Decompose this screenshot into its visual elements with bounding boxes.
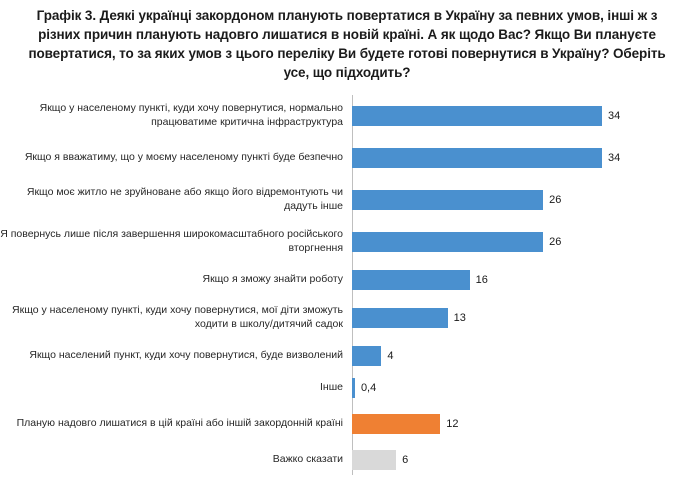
bar-value-label: 6 [402, 453, 409, 466]
bar-track [352, 221, 690, 263]
bar [352, 232, 543, 252]
bar-track [352, 263, 690, 297]
bar-row [0, 445, 690, 475]
bar-row [0, 263, 690, 297]
bar-row [0, 339, 690, 373]
bar-track [352, 95, 690, 137]
category-label: Якщо у населеному пункті, куди хочу повернутися, нормально працюватиме критична інфраструктура [39, 102, 343, 128]
category-label: Якщо я вважатиму, що у моєму населеному пункті буде безпечно [24, 150, 343, 163]
bar-value-label: 34 [608, 109, 621, 122]
bar [352, 414, 440, 434]
bar-track [352, 445, 690, 475]
bar-value-label: 13 [453, 311, 466, 324]
bar [352, 450, 396, 470]
bar-row [0, 373, 690, 403]
bar [352, 308, 448, 328]
bar [352, 190, 543, 210]
bar [352, 270, 470, 290]
bar-row [0, 403, 690, 445]
category-label: Я повернусь лише після завершення широкомасштабного російського вторгнення [0, 228, 343, 254]
bar-row [0, 221, 690, 263]
bar-track [352, 339, 690, 373]
bar-row [0, 95, 690, 137]
bar-value-label: 16 [475, 273, 488, 286]
category-label: Якщо я зможу знайти роботу [202, 272, 343, 285]
bar-track [352, 137, 690, 179]
category-label: Важко сказати [272, 452, 343, 465]
bar-row [0, 179, 690, 221]
bar-value-label: 26 [549, 235, 562, 248]
bar-row [0, 137, 690, 179]
bar-track [352, 373, 690, 403]
bar-track [352, 179, 690, 221]
chart-title: Графік 3. Деякі українці закордоном планують повертатися в Україну за певних умов, інші ж з різних причин планують надовго лишатися в новій країні. А як щодо Вас? Якщо Ви плануєте повертатися, то за яких умов з цього переліку Ви будете готові повернутися в Україну? Оберіть усе, що підходить? [28, 8, 666, 81]
bar [352, 106, 602, 126]
category-label: Інше [320, 380, 343, 393]
bar [352, 148, 602, 168]
category-label: Якщо у населеному пункті, куди хочу повернутися, мої діти зможуть ходити в школу/дитячий садок [12, 304, 343, 330]
bar-track [352, 297, 690, 339]
bar-value-label: 12 [446, 417, 459, 430]
bar-row [0, 297, 690, 339]
bar [352, 346, 381, 366]
bar-value-label: 26 [549, 193, 562, 206]
bar [352, 378, 355, 398]
category-label: Планую надовго лишатися в цій країні або іншій закордонній країні [16, 416, 343, 429]
bar-track [352, 403, 690, 445]
chart-plot-area [0, 95, 690, 475]
category-label: Якщо населений пункт, куди хочу повернутися, буде визволений [29, 348, 343, 361]
category-label: Якщо моє житло не зруйноване або якщо його відремонтують чи дадуть інше [26, 186, 343, 212]
bar-value-label: 4 [387, 349, 394, 362]
bar-value-label: 0,4 [360, 381, 377, 394]
bar-value-label: 34 [608, 151, 621, 164]
